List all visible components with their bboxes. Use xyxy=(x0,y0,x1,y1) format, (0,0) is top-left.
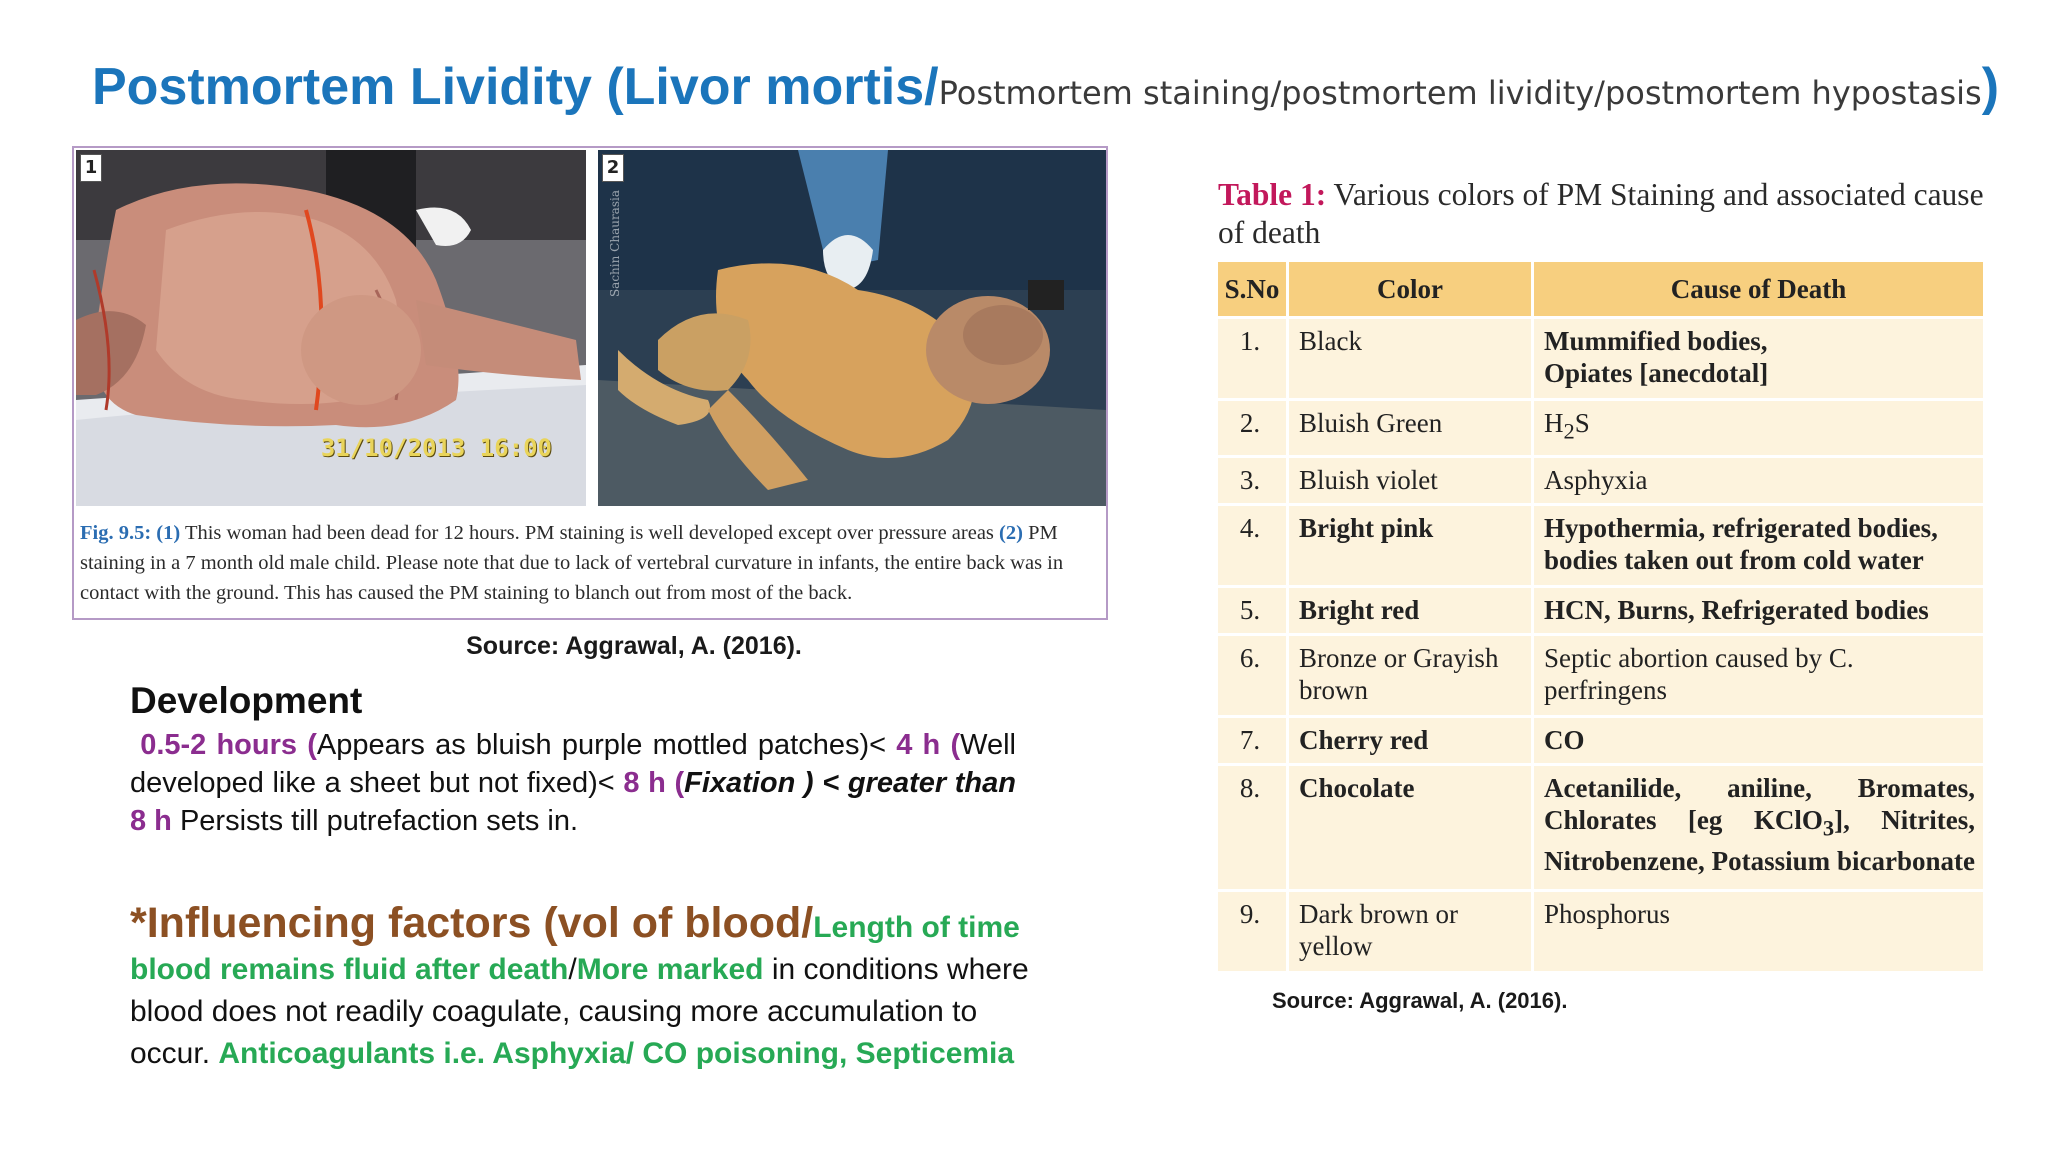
inf-heading: *Influencing factors (vol of blood/ xyxy=(130,899,814,947)
pm-staining-table xyxy=(1218,262,1986,974)
dev-t2: Appears as bluish purple mottled patches)< xyxy=(316,729,897,761)
title-main: Postmortem Lividity (Livor mortis/ xyxy=(92,58,939,116)
caption-n2: (2) xyxy=(999,522,1023,544)
row-cause xyxy=(1533,400,1985,457)
table-row xyxy=(1218,505,1985,587)
row-color: Dark brown or yellow xyxy=(1288,890,1533,972)
dev-t5: Well developed like a sheet but not fixed)< xyxy=(130,729,1017,799)
table-row xyxy=(1218,765,1985,890)
table-row xyxy=(1218,635,1985,717)
table-row xyxy=(1218,890,1985,972)
row-cause xyxy=(1533,318,1985,400)
table-caption xyxy=(1218,176,1998,252)
source-right: Source: Aggrawal, A. (2016). xyxy=(1272,988,1568,1013)
title-close-paren: ) xyxy=(1981,58,2000,116)
figure-9-5 xyxy=(72,146,1108,620)
photo-infant-back xyxy=(598,150,1106,506)
row-color: Cherry red xyxy=(1288,717,1533,765)
panel-2-label: 2 xyxy=(602,154,624,182)
row-cause: Hypothermia, refrigerated bodies, bodies taken out from cold water xyxy=(1533,505,1985,587)
row-sno: 5. xyxy=(1218,587,1288,635)
title-subtitle: Postmortem staining/postmortem lividity/postmortem hypostasis xyxy=(938,74,1982,112)
row-sno: 2. xyxy=(1218,400,1288,457)
dev-t6: 8 h ( xyxy=(623,767,685,799)
row-cause: CO xyxy=(1533,717,1985,765)
row-sno: 3. xyxy=(1218,457,1288,505)
row-cause: Septic abortion caused by C. perfringens xyxy=(1533,635,1985,717)
caption-n1: (1) xyxy=(156,522,181,544)
row-cause: Phosphorus xyxy=(1533,890,1985,972)
slide-title xyxy=(92,52,2022,128)
dev-t4: ( xyxy=(950,729,961,761)
photo-woman-back xyxy=(76,150,586,506)
row-sno: 8. xyxy=(1218,765,1288,890)
dev-t3: 4 h xyxy=(896,729,941,761)
panel-1-label: 1 xyxy=(80,154,102,182)
table-row xyxy=(1218,318,1985,400)
row-cause-a: H xyxy=(1544,408,1564,439)
header-color: Color xyxy=(1288,262,1533,318)
influencing-factors xyxy=(130,899,1030,1075)
dev-t9: 8 h xyxy=(130,805,172,837)
table-row xyxy=(1218,587,1985,635)
dev-t8: greater than xyxy=(847,767,1016,799)
table-row xyxy=(1218,717,1985,765)
development-text xyxy=(130,726,1016,840)
row-cause-b: ], Nitrites, Nitrobenzene, Potassium bicarbonate xyxy=(1544,805,1976,876)
inf-g1: Length of time blood remains fluid after death xyxy=(130,911,1020,986)
table-caption-label: Table 1: xyxy=(1218,177,1327,212)
row-color: Chocolate xyxy=(1288,765,1533,890)
inf-g3: Anticoagulants i.e. Asphyxia/ CO poisoning, Septicemia xyxy=(218,1037,1015,1070)
row-cause-a: Acetanilide, aniline, Bromates, Chlorates [eg KClO xyxy=(1544,773,1975,836)
dev-t1: 0.5-2 hours ( xyxy=(140,729,317,761)
source-left: Source: Aggrawal, A. (2016). xyxy=(466,632,802,660)
table-row xyxy=(1218,400,1985,457)
row-sno: 9. xyxy=(1218,890,1288,972)
inf-body: in conditions where blood does not readily coagulate, causing more accumulation to occur. xyxy=(130,953,1029,1070)
dev-t7: Fixation ) < xyxy=(684,767,840,799)
row-cause xyxy=(1533,765,1985,890)
caption-text-2: PM staining in a 7 month old male child. Please note that due to lack of vertebral curvature in infants, the entire back was in contact with the ground. This has caused the PM staining to blanch out from most of the back. xyxy=(80,522,1064,604)
row-color: Black xyxy=(1288,318,1533,400)
table-header-row xyxy=(1218,262,1985,318)
row-sno: 7. xyxy=(1218,717,1288,765)
row-cause: HCN, Burns, Refrigerated bodies xyxy=(1533,587,1985,635)
caption-text-1: This woman had been dead for 12 hours. PM staining is well developed except over pressure areas xyxy=(180,522,1000,544)
header-sno: S.No xyxy=(1218,262,1288,318)
photo-watermark: Sachin Chaurasia xyxy=(608,190,622,298)
row-cause: Asphyxia xyxy=(1533,457,1985,505)
table-row xyxy=(1218,457,1985,505)
table-caption-text: Various colors of PM Staining and associated cause of death xyxy=(1218,177,1984,250)
inf-slash: / xyxy=(568,953,577,986)
row-cause-b: S xyxy=(1574,408,1590,439)
caption-fig-number: Fig. 9.5: xyxy=(80,522,152,544)
row-cause-justified xyxy=(1544,772,1975,876)
row-color: Bronze or Grayish brown xyxy=(1288,635,1533,717)
development-heading: Development xyxy=(130,680,363,721)
row-cause-sub: 2 xyxy=(1563,418,1575,444)
row-cause-a: Mummified bodies, xyxy=(1544,326,1768,356)
inf-g2: More marked xyxy=(576,953,764,986)
row-color: Bright red xyxy=(1288,587,1533,635)
row-color: Bluish Green xyxy=(1288,400,1533,457)
row-sno: 1. xyxy=(1218,318,1288,400)
row-cause-sub: 3 xyxy=(1822,815,1835,841)
photo-infant-illustration xyxy=(598,150,1106,506)
header-cause: Cause of Death xyxy=(1533,262,1985,318)
row-sno: 6. xyxy=(1218,635,1288,717)
photo-timestamp: 31/10/2013 16:00 xyxy=(320,434,552,462)
row-cause-b: Opiates [anecdotal] xyxy=(1544,358,1769,388)
row-color: Bluish violet xyxy=(1288,457,1533,505)
row-color: Bright pink xyxy=(1288,505,1533,587)
row-sno: 4. xyxy=(1218,505,1288,587)
dev-t10: Persists till putrefaction sets in. xyxy=(171,805,579,837)
figure-caption xyxy=(80,518,1100,608)
